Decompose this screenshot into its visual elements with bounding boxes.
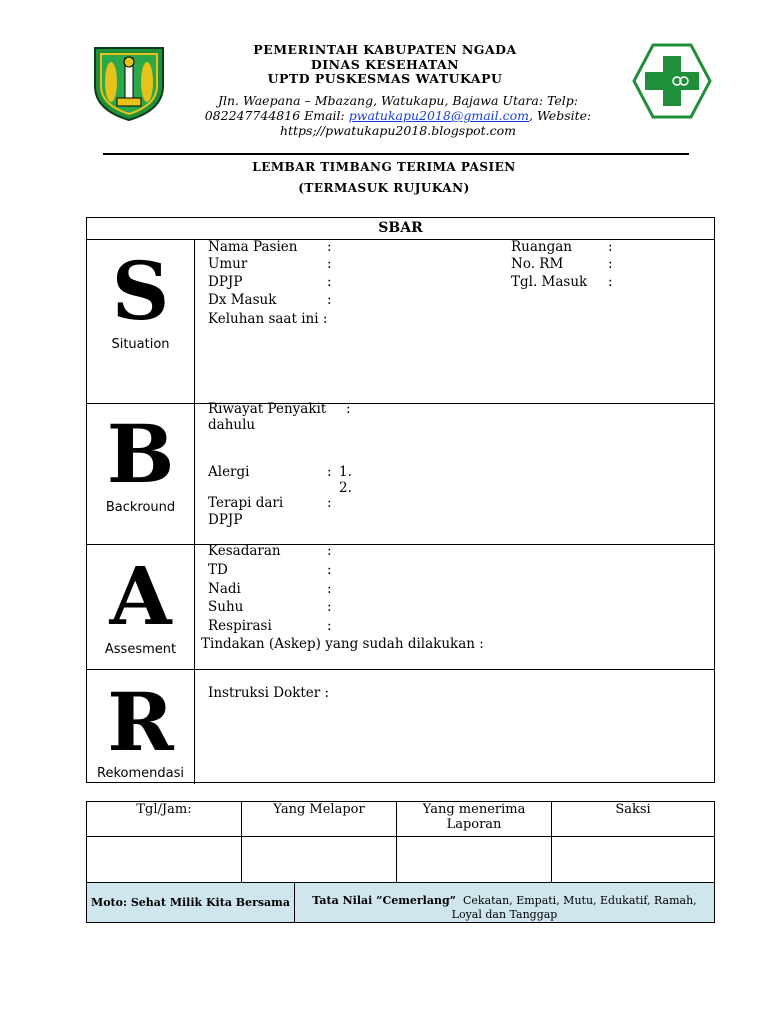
nama-pasien-label: Nama Pasien — [208, 239, 298, 255]
colon: : — [327, 239, 332, 255]
respirasi-label: Respirasi — [208, 618, 272, 634]
sbar-column-divider — [194, 240, 195, 784]
dpjp-label: DPJP — [208, 274, 243, 290]
address-website-label: , Website: — [529, 108, 592, 123]
background-letter: B — [106, 407, 175, 501]
colon: : — [327, 562, 332, 578]
email-link[interactable]: pwatukapu2018@gmail.com — [348, 108, 530, 123]
umur-label: Umur — [208, 256, 248, 272]
tata-nilai-label: Tata Nilai ”Cemerlang” — [312, 894, 456, 907]
tgl-jam-header: Tgl/Jam: — [87, 802, 242, 837]
assessment-label: Assesment — [104, 642, 177, 657]
kesadaran-label: Kesadaran — [208, 543, 281, 559]
colon: : — [327, 292, 332, 308]
tindakan-label: Tindakan (Askep) yang sudah dilakukan : — [201, 636, 484, 652]
row-divider — [87, 669, 714, 670]
tgl-jam-cell[interactable] — [87, 837, 242, 883]
yang-menerima-cell[interactable] — [397, 837, 552, 883]
tata-nilai — [295, 883, 714, 933]
alergi-item-1: 1. — [339, 464, 352, 480]
saksi-header: Saksi — [552, 802, 715, 837]
yang-menerima-line2: Laporan — [446, 817, 502, 832]
sbar-table — [86, 217, 715, 783]
header-address — [178, 93, 618, 138]
website-text: https;//pwatukapu2018.blogspot.com — [279, 123, 517, 138]
colon: : — [327, 581, 332, 597]
motto-text: Moto: Sehat Milik Kita Bersama — [87, 883, 295, 922]
terapi-label: Terapi dari — [208, 495, 284, 511]
signature-table — [86, 801, 715, 883]
instruksi-label: Instruksi Dokter : — [208, 685, 330, 701]
header-department: DINAS KESEHATAN — [310, 57, 460, 72]
puskesmas-cross-icon — [631, 42, 713, 120]
address-text: Jln. Waepana – Mbazang, Watukapu, Bajawa Utara: Telp: 082247744816 Email: — [204, 93, 579, 123]
row-divider — [87, 544, 714, 545]
header-government: PEMERINTAH KABUPATEN NGADA — [253, 42, 517, 57]
ruangan-label: Ruangan — [511, 239, 572, 255]
colon: : — [327, 543, 332, 559]
colon: : — [608, 239, 613, 255]
td-label: TD — [208, 562, 228, 578]
tata-nilai-values: Cekatan, Empati, Mutu, Edukatif, Ramah, — [462, 894, 697, 907]
colon: : — [608, 274, 613, 290]
sbar-heading: SBAR — [87, 218, 714, 240]
colon: : — [346, 401, 351, 417]
riwayat-label: Riwayat Penyakit — [208, 401, 327, 417]
colon: : — [327, 599, 332, 615]
colon: : — [327, 495, 332, 511]
alergi-label: Alergi — [208, 464, 250, 480]
no-rm-label: No. RM — [511, 256, 564, 272]
yang-menerima-line1: Yang menerima — [422, 802, 526, 817]
terapi-label-2: DPJP — [208, 512, 243, 528]
riwayat-label-2: dahulu — [208, 417, 256, 433]
yang-melapor-header: Yang Melapor — [242, 802, 397, 837]
regency-crest-icon — [89, 42, 169, 122]
row-divider — [87, 403, 714, 404]
colon: : — [327, 618, 332, 634]
tata-nilai-values-2: Loyal dan Tanggap — [451, 908, 558, 921]
document-title: LEMBAR TIMBANG TERIMA PASIEN — [252, 160, 516, 174]
suhu-label: Suhu — [208, 599, 244, 615]
keluhan-label: Keluhan saat ini : — [208, 311, 328, 327]
colon: : — [327, 274, 332, 290]
colon: : — [608, 256, 613, 272]
recommendation-label: Rekomendasi — [97, 766, 184, 781]
alergi-item-2: 2. — [339, 480, 352, 496]
dx-masuk-label: Dx Masuk — [208, 292, 277, 308]
header-divider — [103, 153, 689, 155]
yang-menerima-header — [397, 802, 552, 837]
recommendation-letter: R — [107, 675, 174, 769]
yang-melapor-cell[interactable] — [242, 837, 397, 883]
assessment-letter: A — [109, 549, 172, 643]
situation-letter: S — [111, 244, 170, 338]
tgl-masuk-label: Tgl. Masuk — [511, 274, 588, 290]
situation-label: Situation — [111, 337, 170, 352]
colon: : — [327, 464, 332, 480]
saksi-cell[interactable] — [552, 837, 715, 883]
nadi-label: Nadi — [208, 581, 241, 597]
background-label: Backround — [105, 500, 176, 515]
document-subtitle: (TERMASUK RUJUKAN) — [298, 181, 470, 195]
motto-bar — [86, 882, 715, 923]
header-unit: UPTD PUSKESMAS WATUKAPU — [267, 71, 503, 86]
colon: : — [327, 256, 332, 272]
